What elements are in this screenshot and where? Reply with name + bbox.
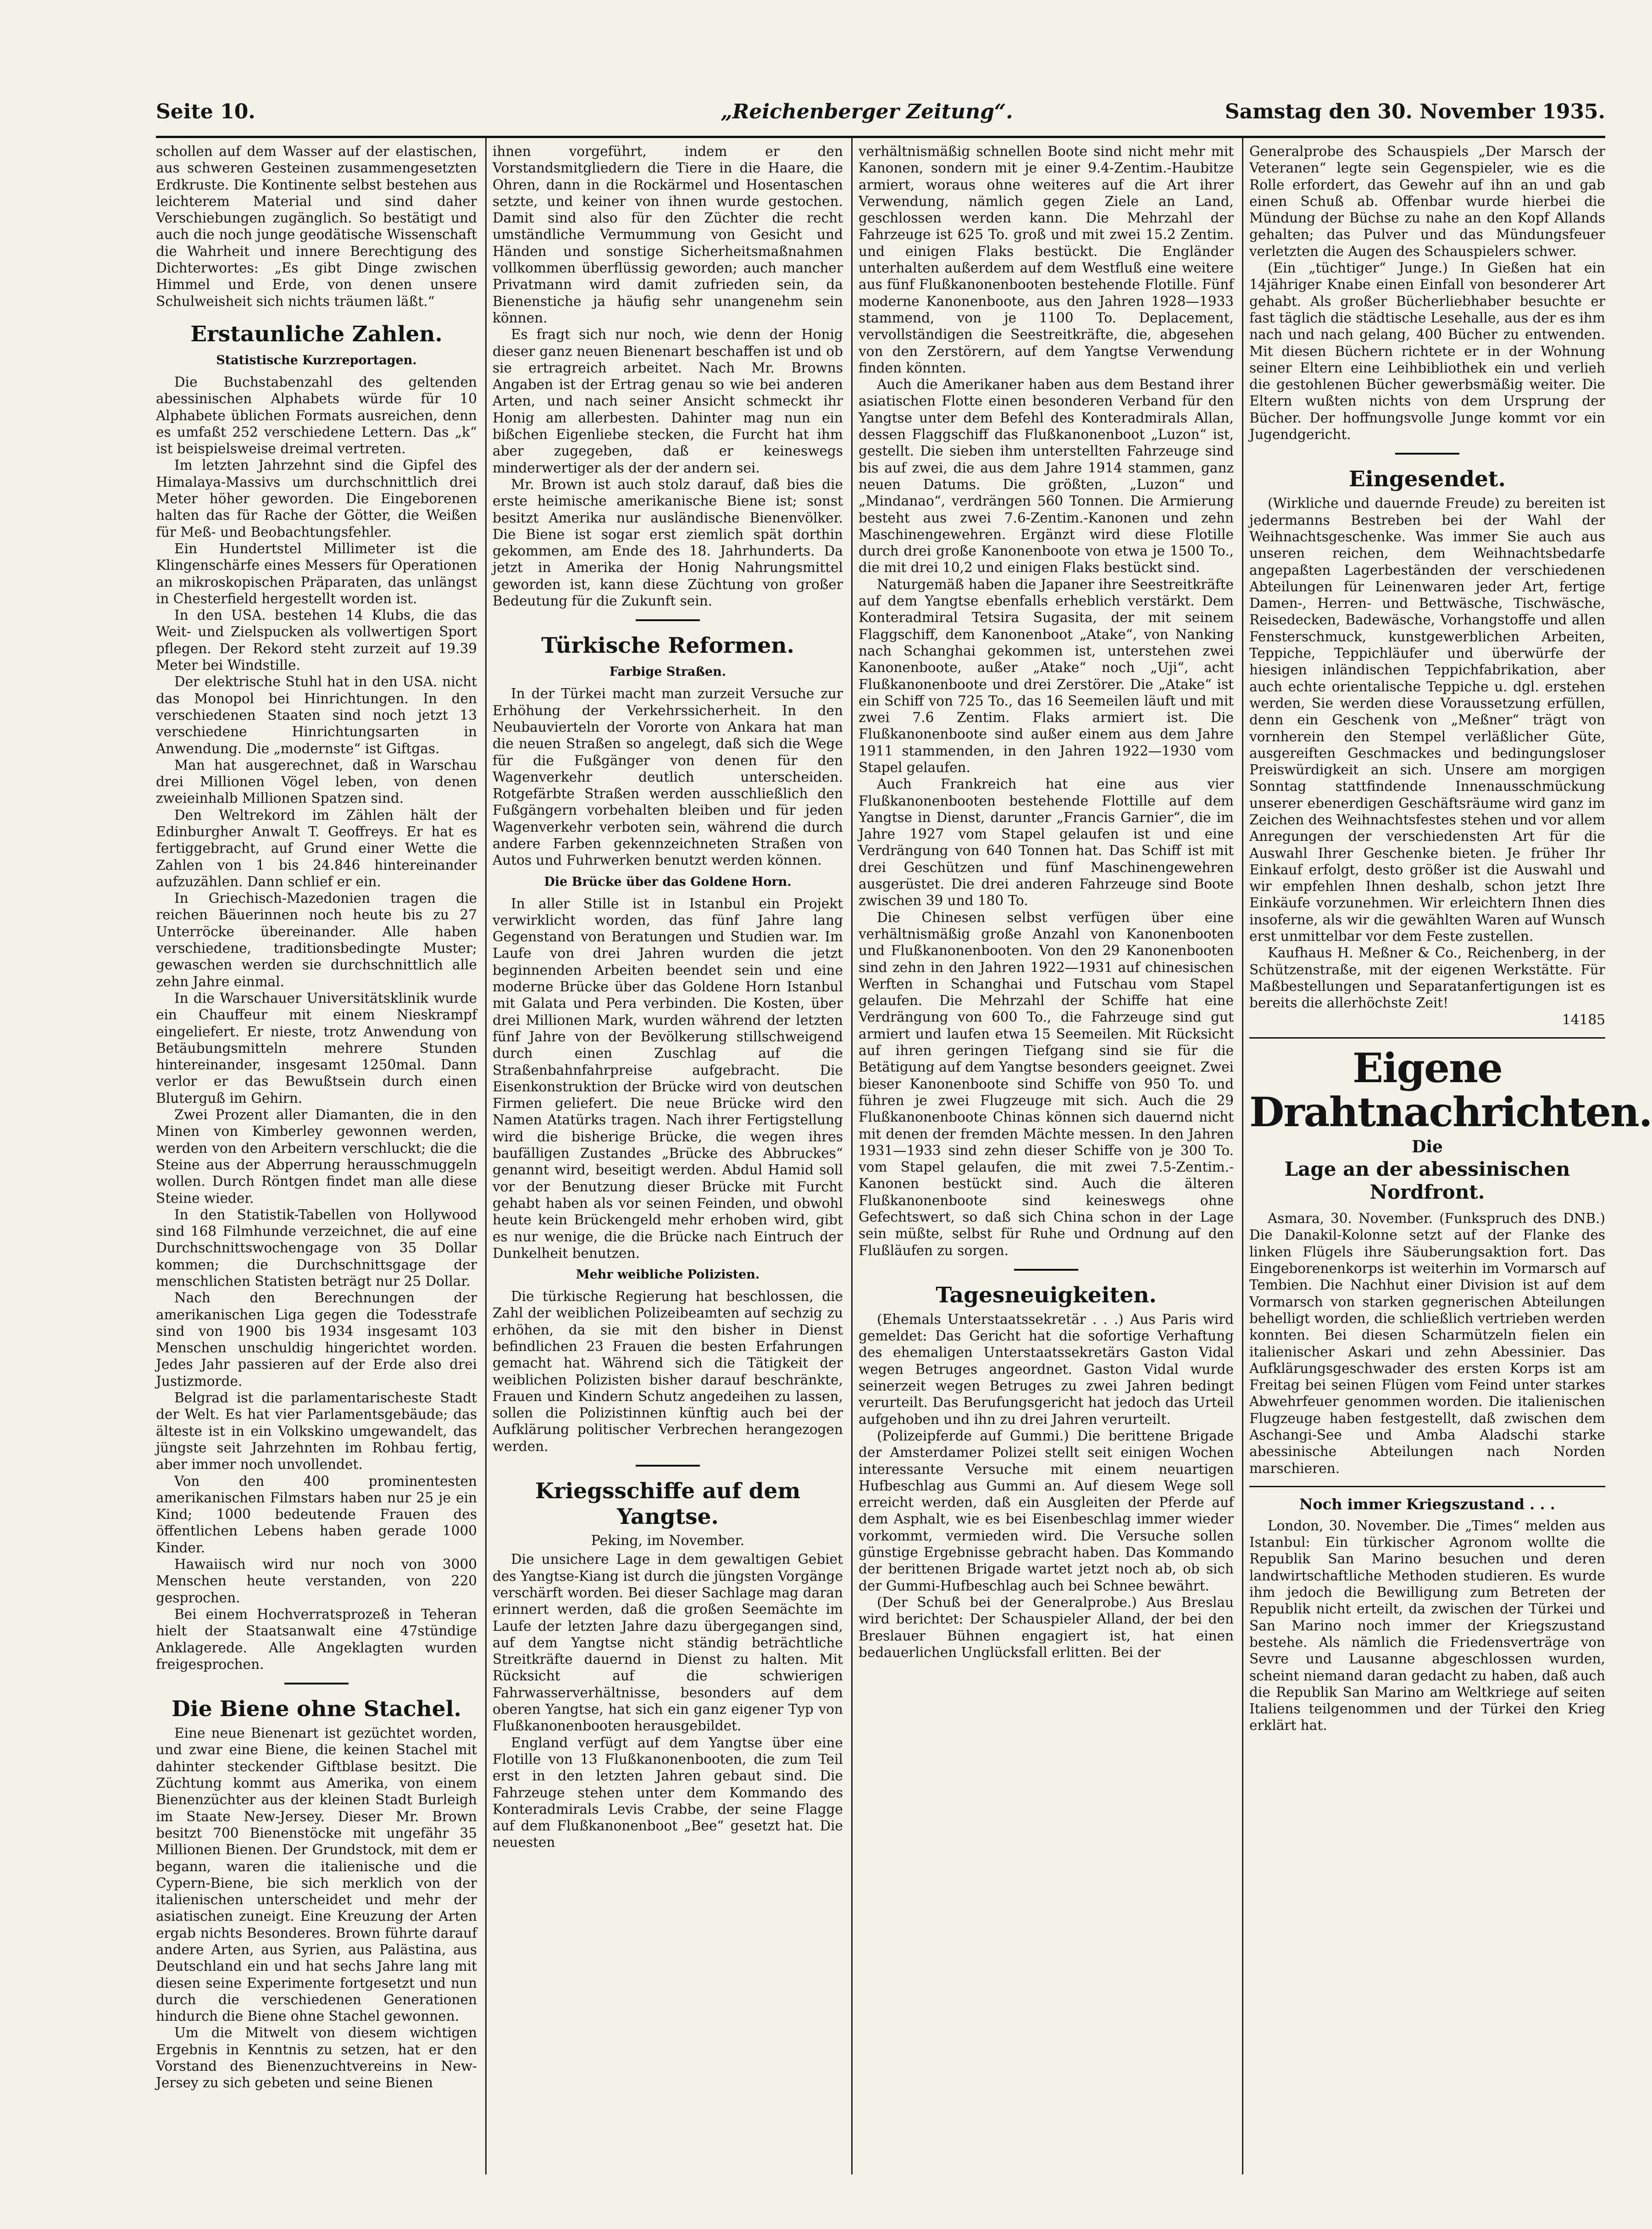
column-divider [485, 138, 487, 2174]
column-2 [493, 143, 843, 2171]
separator-line [1249, 1486, 1605, 1487]
subheadline: Die Brücke über das Goldene Horn. [544, 874, 792, 889]
article-text: In der Türkei macht man zurzeit Versuche zur Erhöhung der Verkehrssicherheit. In den Neubauvierteln der Vororte von Ankara hat man die neuen Straßen so angelegt, daß sich die Wege für die Fußgänger von denen für den Wagenverkehr deutlich unterscheiden. Rotgefärbte Straßen werden ausschließlich den Fußgängern vorbehalten bleiben und für jeden Wagenverkehr verboten sein, während die durch andere Farben gekennzeichneten Straßen von Autos und Fuhrwerken benutzt werden können. [493, 686, 843, 868]
article-text: Mr. Brown ist auch stolz darauf, daß bies die erste heimische amerikanische Biene ist; sonst besitzt Amerika nur ausländische Bienenvölker. Die Biene ist sogar erst ziemlich spät dorthin gekommen, am Ende des 18. Jahrhunderts. Da jetzt in Amerika der Honig Nahrungsmittel geworden ist, kann diese Züchtung von großer Bedeutung für die Zukunft sein. [493, 476, 843, 609]
article-text: Generalprobe des Schauspiels „Der Marsch der Veteranen“ legte sein Gegenspieler, wie es die Rolle erfordert, das Gewehr auf ihn an und gab einen Schuß ab. Offenbar wurde hierbei die Mündung der Büchse zu nahe an den Kopf Allands gehalten; das Pulver und das Mündungsfeuer verletzten die Augen des Schauspielers schwer. [1249, 144, 1605, 259]
subheadline: Farbige Straßen. [609, 665, 726, 679]
separator-line [636, 619, 700, 621]
column-divider [1242, 138, 1243, 2174]
separator-line [636, 1465, 700, 1467]
headline-kriegszustand: Noch immer Kriegszustand . . . [1299, 1495, 1555, 1513]
column-1 [156, 143, 477, 2171]
article-text: schollen auf dem Wasser auf der elastischen, aus schweren Gesteinen zusammengesetzten Erdkruste. Die Kontinente selbst bestehen aus leichterem Material und sind daher Verschiebungen zugänglich. So bestätigt und auch die noch junge geodätische Wissenschaft die Wahrheit und innere Berechtigung des Dichterwortes: „Es gibt Dinge zwischen Himmel und Erde, von denen unsere Schulweisheit sich nichts träumen läßt.“ [156, 144, 477, 309]
separator-line [1249, 1037, 1605, 1039]
article-text: ihnen vorgeführt, indem er den Vorstandsmitgliedern die Tiere in die Haare, die Ohren, dann in die Rockärmel und Hosentaschen setzte, und keiner von ihnen wurde gestochen. Damit sind also für den Züchter die recht umständliche Vermummung von Gesicht und Händen und sonstige Sicherheitsmaßnahmen vollkommen überflüssig geworden; auch mancher Privatmann wird damit zufrieden sein, da Bienenstiche ja häufig sehr unangenehm sein können. [493, 144, 843, 326]
article-text: verhältnismäßig schnellen Boote sind nicht mehr mit Kanonen, sondern mit je einer 9.4-Zentim.-Haubitze armiert, woraus ohne weiteres auf die Art ihrer Verwendung, nämlich gegen Ziele an Land, geschlossen werden kann. Die Mehrzahl der Fahrzeuge ist 625 To. groß und mit zwei 15.2 Zentim. und einigen Flaks bestückt. Die Engländer unterhalten außerdem auf dem Westfluß eine weitere aus fünf Flußkanonenbooten bestehende Flotille. Fünf moderne Kanonenboote, aus den Jahren 1928—1933 stammend, von je 1100 To. Deplacement, vervollständigen die Seestreitkräfte, die, abgesehen von den Zerstörern, auf dem Yangtse Verwendung finden könnten. [859, 144, 1234, 376]
article-text: Um die Mitwelt von diesem wichtigen Ergebnis in Kenntnis zu setzen, hat er den Vorstand des Bienenzuchtvereins in New-Jersey zu sich gebeten und seine Bienen [156, 2025, 477, 2091]
headline-eingesendet: Eingesendet. [1349, 467, 1506, 492]
issue-date: Samstag den 30. November 1935. [1225, 100, 1605, 123]
article-text: (Ein „tüchtiger“ Junge.) In Gießen hat ein 14jähriger Knabe einen Einfall von besonderer Art gehabt. Als großer Bücherliebhaber besuchte er fast täglich die städtische Lesehalle, aus der es ihm nach und nach gelang, 400 Bücher zu entwenden. Mit diesen Büchern richtete er in der Wohnung seiner Eltern eine Leihbibliothek ein und verlieh die gestohlenen Bücher gewerbsmäßig weiter. Die Eltern wußten nichts von dem Ursprung der Bücher. Der hoffnungsvolle Junge kommt vor ein Jugendgericht. [1249, 260, 1605, 443]
article-text: Es fragt sich nur noch, wie denn der Honig dieser ganz neuen Bienenart beschaffen ist und ob sie ertragreich arbeitet. Nach Mr. Browns Angaben ist der Ertrag genau so wie bei anderen Arten, und nach seiner Ansicht schmeckt ihr Honig am allerbesten. Dahinter mag nun ein bißchen Eigenliebe stecken, die Furcht hat ihm aber zugegeben, daß er keineswegs minderwertiger als der der andern sei. [493, 327, 843, 476]
article-text: Die Buchstabenzahl des geltenden abessinischen Alphabets würde für 10 Alphabete üblichen Formats ausreichen, denn es umfaßt 252 verschiedene Lettern. Das „k“ ist beispielsweise dreimal vertreten. [156, 374, 477, 457]
column-4 [1249, 143, 1652, 2171]
article-text: England verfügt auf dem Yangtse über eine Flotille von 13 Flußkanonenbooten, die zum Teil erst in den letzten Jahren gebaut sind. Die Fahrzeuge stehen unter dem Kommando des Konteradmirals Levis Crabbe, der seine Flagge auf dem Flußkanonenboot „Bee“ gesetzt hat. Die neuesten [493, 1734, 843, 1851]
article-text: Nach den Berechnungen der amerikanischen Liga gegen die Todesstrafe sind von 1900 bis 1934 insgesamt 103 Menschen unschuldig hingerichtet worden. Jedes Jahr passieren auf der Erde also drei Justizmorde. [156, 1290, 477, 1389]
subheadline: Mehr weibliche Polizisten. [576, 1267, 760, 1282]
article-text: Auch Frankreich hat eine aus vier Flußkanonenbooten bestehende Flottille auf dem Yangtse in Dienst, darunter „Francis Garnier“, die im Jahre 1927 vom Stapel gelaufen ist und eine Verdrängung von 640 Tonnen hat. Das Schiff ist mit drei Geschützen und fünf Maschinengewehren ausgerüstet. Die drei anderen Fahrzeuge sind Boote zwischen 39 und 180 To. [859, 776, 1234, 909]
advertisement-text: Kaufhaus H. Meßner & Co., Reichenberg, in der Schützenstraße, mit der eigenen Werkstätte. Für Maßbestellungen und Separatanfertigungen ist es bereits die allerhöchste Zeit! [1249, 945, 1605, 1011]
article-text: (Ehemals Unterstaatssekretär . . .) Aus Paris wird gemeldet: Das Gericht hat die sofortige Verhaftung des ehemaligen Unterstaatssekretärs Gaston Vidal wegen Betruges angeordnet. Gaston Vidal wurde seinerzeit wegen Betruges zu zwei Jahren bedingt verurteilt. Das Berufungsgericht hat jedoch das Urteil aufgehoben und ihn zu drei Jahren verurteilt. [859, 1311, 1234, 1427]
headline-tagesneuigkeiten: Tagesneuigkeiten. [936, 1282, 1157, 1308]
article-text: Auch die Amerikaner haben aus dem Bestand ihrer asiatischen Flotte einen besonderen Verband für den Yangtse unter dem Befehl des Konteradmirals Allan, dessen Flaggschiff das Flußkanonenboot „Luzon“ ist, gestellt. Die sieben ihm unterstellten Fahrzeuge sind bis auf zwei, die aus dem Jahre 1914 stammen, ganz neuen Datums. Die größten, „Luzon“ und „Mindanao“, verdrängen 560 Tonnen. Die Armierung besteht aus zwei 7.6-Zentim.-Kanonen und zehn Maschinengewehren. Ergänzt wird diese Flotille durch drei große Kanonenboote von etwa je 1500 To., die mit drei 10,2 und einigen Flaks bestückt sind. [859, 377, 1234, 576]
article-text: In Griechisch-Mazedonien tragen die reichen Bäuerinnen noch heute bis zu 27 Unterröcke übereinander. Alle haben verschiedene, traditionsbedingte Muster; gewaschen werden sie durchschnittlich alle zehn Jahre einmal. [156, 890, 477, 989]
article-text: Zwei Prozent aller Diamanten, die in den Minen von Kimberley gewonnen werden, werden von den Arbeitern verschluckt; die die Steine aus der Abperrung herausschmuggeln wollen. Durch Röntgen findet man alle diese Steine wieder. [156, 1107, 477, 1206]
article-text: In aller Stille ist in Istanbul ein Projekt verwirklicht worden, das fünf Jahre lang Gegenstand von Beratungen und Studien war. Im Laufe von drei Jahren wurden die jetzt beginnenden Arbeiten beendet sein und eine moderne Brücke über das Goldene Horn Istanbul mit Galata und Pera verbinden. Die Kosten, über drei Millionen Mark, wurden während der letzten fünf Jahre von der Bevölkerung stillschweigend durch einen Zuschlag auf die Straßenbahnfahrpreise aufgebracht. Die Eisenkonstruktion der Brücke wird von deutschen Firmen geliefert. Die neue Brücke wird den Namen Atatürks tragen. Nach ihrer Fertigstellung wird die bisherige Brücke, die wegen ihres baufälligen Zustandes „Brücke des Abbruckes“ genannt wird, beseitigt werden. Abdul Hamid soll vor der Benutzung dieser Brücke mit Furcht gehabt haben als vor seinen Feinden, und obwohl heute kein Brückengeld mehr erhoben wird, gibt es nur wenige, die die Brücke nach Eintruch der Dunkelheit benutzen. [493, 895, 843, 1261]
headline-erstaunliche-zahlen: Erstaunliche Zahlen. [190, 321, 443, 347]
separator-line [284, 1683, 349, 1684]
headline-prefix: Die [1412, 1137, 1443, 1156]
masthead-rule [156, 136, 1605, 138]
article-text: In die Warschauer Universitätsklinik wurde ein Chauffeur mit einem Nieskrampf eingeliefert. Er nieste, trotz Anwendung von Betäubungsmitteln mehrere Stunden hintereinander, insgesamt 1250mal. Dann verlor er das Bewußtsein durch einen Bluterguß im Gehirn. [156, 990, 477, 1106]
article-text: Belgrad ist die parlamentarischeste Stadt der Welt. Es hat vier Parlamentsgebäude; das älteste ist in ein Volkskino umgewandelt, das jüngste seit Jahrzehnten im Rohbau fertig, aber immer noch unvollendet. [156, 1390, 477, 1473]
article-text: Den Weltrekord im Zählen hält der Edinburgher Anwalt T. Geoffreys. Er hat es fertiggebracht, auf Grund einer Wette die Zahlen von 1 bis 24.846 hintereinander aufzuzählen. Dann schlief er ein. [156, 807, 477, 889]
article-text: Eine neue Bienenart ist gezüchtet worden, und zwar eine Biene, die keinen Stachel mit dahinter steckender Giftblase besitzt. Die Züchtung kommt aus Amerika, von einem Bienenzüchter aus der kleinen Stadt Burleigh im Staate New-Jersey. Dieser Mr. Brown besitzt 700 Bienenstöcke mit ungefähr 35 Millionen Bienen. Der Grundstock, mit dem er begann, waren die italienische und die Cypern-Biene, bie sich merklich von der italienischen unterscheidet und mehr der asiatischen zuneigt. Eine Kreuzung der Arten ergab nichts Besonderes. Brown führte darauf andere Arten, aus Syrien, aus Palästina, aus Deutschland ein und hat sechs Jahre lang mit diesen seine Experimente fortgesetzt und nun durch die verschiedenen Generationen hindurch die Biene ohne Stachel gewonnen. [156, 1725, 477, 2024]
article-text: Der elektrische Stuhl hat in den USA. nicht das Monopol bei Hinrichtungen. In den verschiedenen Staaten sind noch jetzt 13 verschiedene Hinrichtungsarten in Anwendung. Die „modernste“ ist Giftgas. [156, 674, 477, 756]
article-text: Bei einem Hochverratsprozeß in Teheran hielt der Staatsanwalt eine 47stündige Anklagerede. Alle Angeklagten wurden freigesprochen. [156, 1606, 477, 1672]
column-3 [859, 143, 1234, 2171]
article-text: Naturgemäß haben die Japaner ihre Seestreitkräfte auf dem Yangtse ebenfalls erheblich verstärkt. Dem Konteradmiral Tetsira Sugasita, der mit seinem Flaggschiff, dem Kanonenboot „Atake“, von Nanking nach Schanghai gekommen ist, unterstehen zwei Kanonenboote, außer „Atake“ noch „Uji“, acht Flußkanonenboote und drei Zerstörer. Die „Atake“ ist ein Schiff von 725 To., das 16 Seemeilen läuft und mit zwei 7.6 Zentim. Flaks armiert ist. Die Flußkanonenboote sind außer einem aus dem Jahre 1911 stammenden, in den Jahren 1922—1930 vom Stapel gelaufen. [859, 576, 1234, 775]
article-text: Asmara, 30. November. (Funkspruch des DNB.) Die Danakil-Kolonne setzt auf der Flanke des linken Flügels ihre Säuberungsaktion fort. Das Eingeborenenkorps ist weiterhin im Vormarsch auf Tembien. Die Nachhut einer Division ist auf dem Vormarsch von starken gegnerischen Abteilungen behelligt worden, die schließlich vertrieben werden konnten. Bei diesen Scharmützeln fielen ein italienischer Askari und zehn Abessinier. Das Aufklärungsgeschwader des ersten Korps ist am Freitag bei seinen Flügen vom Feind unter starkes Abwehrfeuer genommen worden. Die italienischen Flugzeuge haben festgestellt, daß zwischen dem Aschangi-See und Amba Aladschi starke abessinische Abteilungen nach Norden marschieren. [1249, 1211, 1605, 1476]
column-divider [851, 138, 853, 2174]
article-text: Die unsichere Lage in dem gewaltigen Gebiet des Yangtse-Kiang ist durch die jüngsten Vorgänge verschärft worden. Bei dieser Sachlage mag daran erinnert werden, daß die großen Seemächte im Laufe der letzten Jahre dazu übergegangen sind, auf dem Yangtse nicht ständig beträchtliche Streitkräfte dauernd in Dienst zu halten. Mit Rücksicht auf die schwierigen Fahrwasserverhältnisse, besonders auf dem oberen Yangtse, hat sich ein ganz eigener Typ von Flußkanonenbooten herausgebildet. [493, 1551, 843, 1734]
masthead [156, 100, 1605, 132]
article-text: Man hat ausgerechnet, daß in Warschau drei Millionen Vögel leben, von denen zweieinhalb Millionen Spatzen sind. [156, 757, 477, 806]
page-number: Seite 10. [156, 100, 255, 123]
article-text: Die türkische Regierung hat beschlossen, die Zahl der weiblichen Polizeibeamten auf sechzig zu erhöhen, da sie mit den bisher in Dienst befindlichen 23 Frauen die besten Erfahrungen gemacht hat. Während sich die Tätigkeit der weiblichen Polizisten bisher darauf beschränkte, Frauen und Kindern Schutz angedeihen zu lassen, sollen die Polizistinnen künftig auch bei der Aufklärung politischer Verbrechen herangezogen werden. [493, 1289, 843, 1454]
subheadline: Statistische Kurzreportagen. [216, 353, 417, 367]
headline-abessinische-nordfront: Lage an der abessinischen Nordfront. [1284, 1158, 1570, 1204]
dateline: Peking, im November. [591, 1533, 745, 1549]
article-text: (Der Schuß bei der Generalprobe.) Aus Breslau wird berichtet: Der Schauspieler Alland, der bei den Breslauer Bühnen engagiert ist, hat einen bedauerlichen Unglücksfall erlitten. Bei der [859, 1594, 1234, 1660]
article-text: In den USA. bestehen 14 Klubs, die das Weit- und Zielspucken als vollwertigen Sport pflegen. Der Rekord steht zurzeit auf 19.39 Meter bei Windstille. [156, 607, 477, 673]
article-text: In den Statistik-Tabellen von Hollywood sind 168 Filmhunde verzeichnet, die auf eine Durchschnittswochengage von 35 Dollar kommen; die Durchschnittsgage der menschlichen Statisten beträgt nur 25 Dollar. [156, 1206, 477, 1289]
headline-kriegsschiffe: Kriegsschiffe auf dem Yangtse. [535, 1479, 801, 1530]
article-text: London, 30. November. Die „Times“ melden aus Istanbul: Ein türkischer Agronom wollte die Republik San Marino besuchen und deren landwirtschaftliche Methoden studieren. Es wurde ihm jedoch die Bewilligung zum Betreten der Republik nicht erteilt, da zwischen der Türkei und San Marino noch immer der Kriegszustand bestehe. Als nämlich die Friedensverträge von Sevre und Lausanne abgeschlossen wurden, scheint niemand daran gedacht zu haben, daß auch die Republik San Marino am Weltkriege auf seiten Italiens teilgenommen und der Türkei den Krieg erklärt hat. [1249, 1517, 1605, 1734]
advertisement-number: 14185 [1562, 1012, 1605, 1028]
separator-line [1014, 1269, 1078, 1271]
newspaper-title: „Reichenberger Zeitung“. [721, 100, 1013, 123]
headline-tuerkische-reformen: Türkische Reformen. [541, 633, 794, 659]
headline-eigene-drahtnachrichten: Eigene Drahtnachrichten. [1249, 1044, 1652, 1136]
article-text: Die Chinesen selbst verfügen über eine verhältnismäßig große Anzahl von Kanonenbooten und Flußkanonenbooten. Von den 29 Kanonenbooten sind zehn in den Jahren 1922—1931 auf chinesischen Werften in Schanghai und Futschau vom Stapel gelaufen. Die Mehrzahl der Schiffe hat eine Verdrängung von 600 To., die Fahrzeuge sind gut armiert und laufen etwa 15 Seemeilen. Mit Rücksicht auf ihren geringen Tiefgang sind sie für die Betätigung auf dem Yangtse besonders geeignet. Zwei bieser Kanonenboote sind Schiffe von 950 To. und führen je zwei Flugzeuge mit sich. Auch die 29 Flußkanonenboote Chinas können sich dauernd nicht mit denen der fremden Mächte messen. In den Jahren 1931—1933 sind zehn dieser Schiffe von je 300 To. vom Stapel gelaufen, die mit zwei 7.5-Zentim.-Kanonen bestückt sind. Auch die älteren Flußkanonenboote sind keineswegs ohne Gefechtswert, so daß sich China schon in der Lage sein müßte, selbst für Ruhe und Ordnung auf den Flußläufen zu sorgen. [859, 909, 1234, 1258]
separator-line [1395, 453, 1459, 455]
article-text: (Polizeipferde auf Gummi.) Die berittene Brigade der Amsterdamer Polizei stellt seit einigen Wochen interessante Versuche mit einem neuartigen Hufbeschlag aus Gummi an. Auf diesem Wege soll erreicht werden, daß ein Ausgleiten der Pferde auf dem Asphalt, wie es bei Eisenbeschlag immer wieder vorkommt, vermieden wird. Die Versuche sollen günstige Ergebnisse gebracht haben. Das Kommando der berittenen Brigade wartet jetzt noch ab, ob sich der Gummi-Hufbeschlag auch bei Schnee bewährt. [859, 1428, 1234, 1594]
article-text: Ein Hundertstel Millimeter ist die Klingenschärfe eines Messers für Operationen an mikroskopischen Präparaten, das unlängst in Chesterfield hergestellt worden ist. [156, 540, 477, 606]
advertisement-text: (Wirkliche und dauernde Freude) zu bereiten ist jedermanns Bestreben bei der Wahl der Weihnachtsgeschenke. Was immer Sie auch aus unseren reichen, dem Weihnachtsbedarfe angepaßten Lagerbeständen der verschiedenen Abteilungen für Leinenwaren jeder Art, fertige Damen-, Herren- und Bettwäsche, Tischwäsche, Reisedecken, Badewäsche, Vorhangstoffe und allen Fensterschmuck, kunstgewerblichen Arbeiten, Teppiche, Teppichläufer und überwürfe der hiesigen inländischen Teppichfabrikation, aber auch echte orientalische Teppiche u. dgl. erstehen werden, Sie werden diese Voraussetzung erfüllen, denn ein Geschenk von „Meßner“ trägt von vornherein den Stempel verläßlicher Güte, ausgereiften Geschmackes und bedingungsloser Preiswürdigkeit an sich. Unsere am morgigen Sonntag stattfindende Innenausschmückung unserer ebenerdigen Geschäftsräume wird ganz im Zeichen des Weihnachtsfestes stehen und vor allem Anregungen der verschiedensten Art für die Auswahl Ihrer Geschenke bieten. Je früher Ihr Einkauf erfolgt, desto größer ist die Auswahl und wir empfehlen Ihnen deshalb, schon jetzt Ihre Einkäufe vorzunehmen. Wir erleichtern Ihnen dies insoferne, als wir die gewählten Waren auf Wunsch erst unmittelbar vor dem Feste zustellen. [1249, 495, 1605, 945]
article-text: Hawaiisch wird nur noch von 3000 Menschen heute verstanden, von 220 gesprochen. [156, 1556, 477, 1606]
article-text: Im letzten Jahrzehnt sind die Gipfel des Himalaya-Massivs um durchschnittlich drei Meter höher geworden. Die Eingeborenen halten das für Rache der Götter, die Weißen für Meß- und Beobachtungsfehler. [156, 457, 477, 540]
article-text: Von den 400 prominentesten amerikanischen Filmstars haben nur 25 je ein Kind; 1000 bedeutende Frauen des öffentlichen Lebens haben gerade 1000 Kinder. [156, 1473, 477, 1556]
headline-biene-ohne-stachel: Die Biene ohne Stachel. [172, 1696, 461, 1722]
